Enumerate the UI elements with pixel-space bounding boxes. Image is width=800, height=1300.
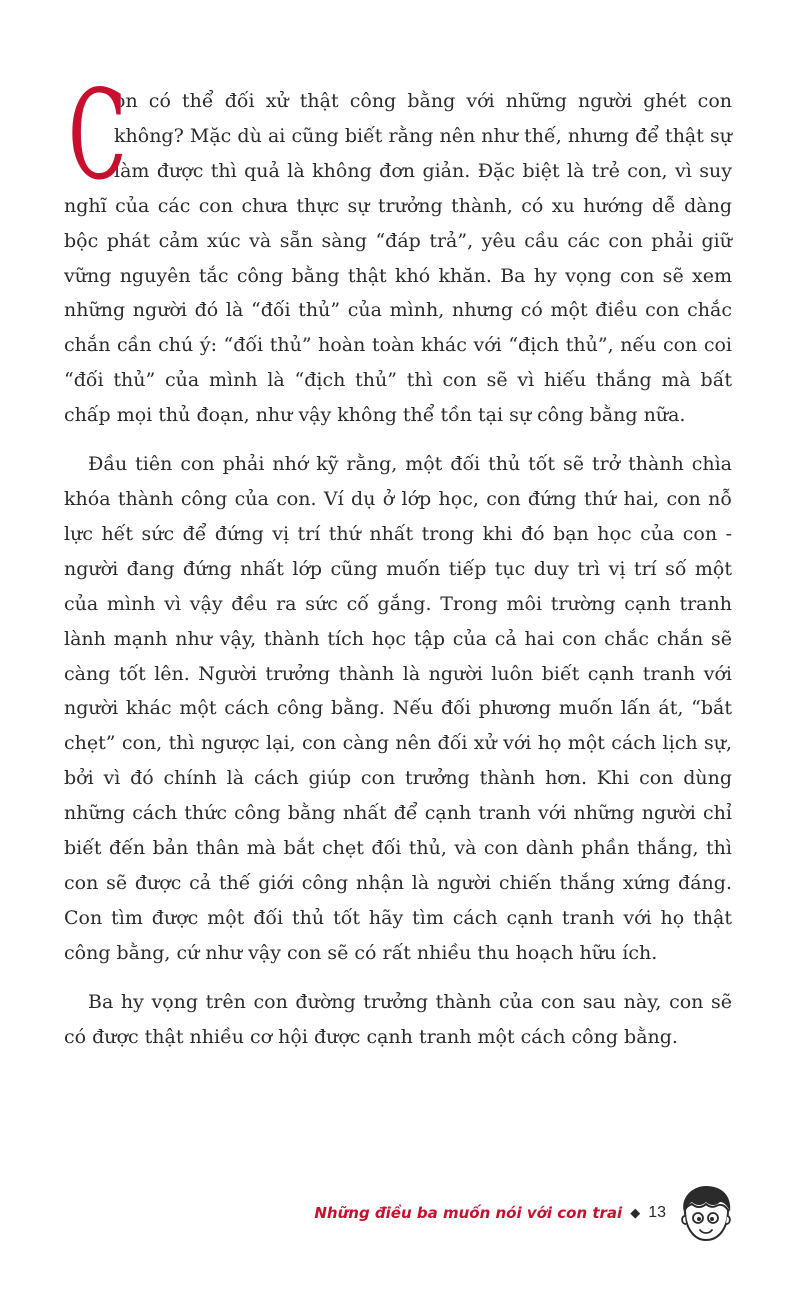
paragraph-2: Đầu tiên con phải nhớ kỹ rằng, một đối thủ tốt sẽ trở thành chìa khóa thành công của con. Ví dụ ở lớp học, con đứng thứ hai, con nỗ lực hết sức để đứng vị trí thứ nhất trong khi đó bạn học của con - người đang đứng nhất lớp cũng muốn tiếp tục duy trì vị trí số một của mình vì vậy đều ra sức cố gắng. Trong môi trường cạnh tranh lành mạnh như vậy, thành tích học tập của cả hai con chắc chắn sẽ càng tốt lên. Người trưởng thành là người luôn biết cạnh tranh với người khác một cách công bằng. Nếu đối phương muốn lấn át, “bắt chẹt” con, thì ngược lại, con càng nên đối xử với họ một cách lịch sự, bởi vì đó chính là cách giúp con trưởng thành hơn. Khi con dùng những cách thức công bằng nhất để cạnh tranh với những người chỉ biết đến bản thân mà bắt chẹt đối thủ, và con dành phần thắng, thì con sẽ được cả thế giới công nhận là người chiến thắng xứng đáng. Con tìm được một đối thủ tốt hãy tìm cách cạnh tranh với họ thật công bằng, cứ như vậy con sẽ có rất nhiều thu hoạch hữu ích. bbox=[64, 453, 732, 964]
page-number: 13 bbox=[648, 1204, 666, 1221]
paragraph-1 bbox=[64, 64, 732, 433]
paragraph-3: Ba hy vọng trên con đường trưởng thành của con sau này, con sẽ có được thật nhiều cơ hội được cạnh tranh một cách công bằng. bbox=[64, 990, 732, 1048]
boy-face-icon bbox=[676, 1182, 736, 1244]
paragraph-1-text: on có thể đối xử thật công bằng với những người ghét con không? Mặc dù ai cũng biết rằng nên như thế, nhưng để thật sự làm được thì quả là không đơn giản. Đặc biệt là trẻ con, vì suy nghĩ của các con chưa thực sự trưởng thành, có xu hướng dễ dàng bộc phát cảm xúc và sẵn sàng “đáp trả”, yêu cầu các con phải giữ vững nguyên tắc công bằng thật khó khăn. Ba hy vọng con sẽ xem những người đó là “đối thủ” của mình, nhưng có một điều con chắc chắn cần chú ý: “đối thủ” hoàn toàn khác với “địch thủ”, nếu con coi “đối thủ” của mình là “địch thủ” thì con sẽ vì hiếu thắng mà bất chấp mọi thủ đoạn, như vậy không thể tồn tại sự công bằng nữa. bbox=[64, 90, 732, 427]
diamond-bullet-icon: ◆ bbox=[630, 1205, 641, 1221]
body-text bbox=[64, 64, 732, 1054]
running-title: Những điều ba muốn nói với con trai bbox=[314, 1204, 623, 1222]
drop-cap: C bbox=[68, 64, 127, 208]
page-footer bbox=[314, 1180, 736, 1246]
